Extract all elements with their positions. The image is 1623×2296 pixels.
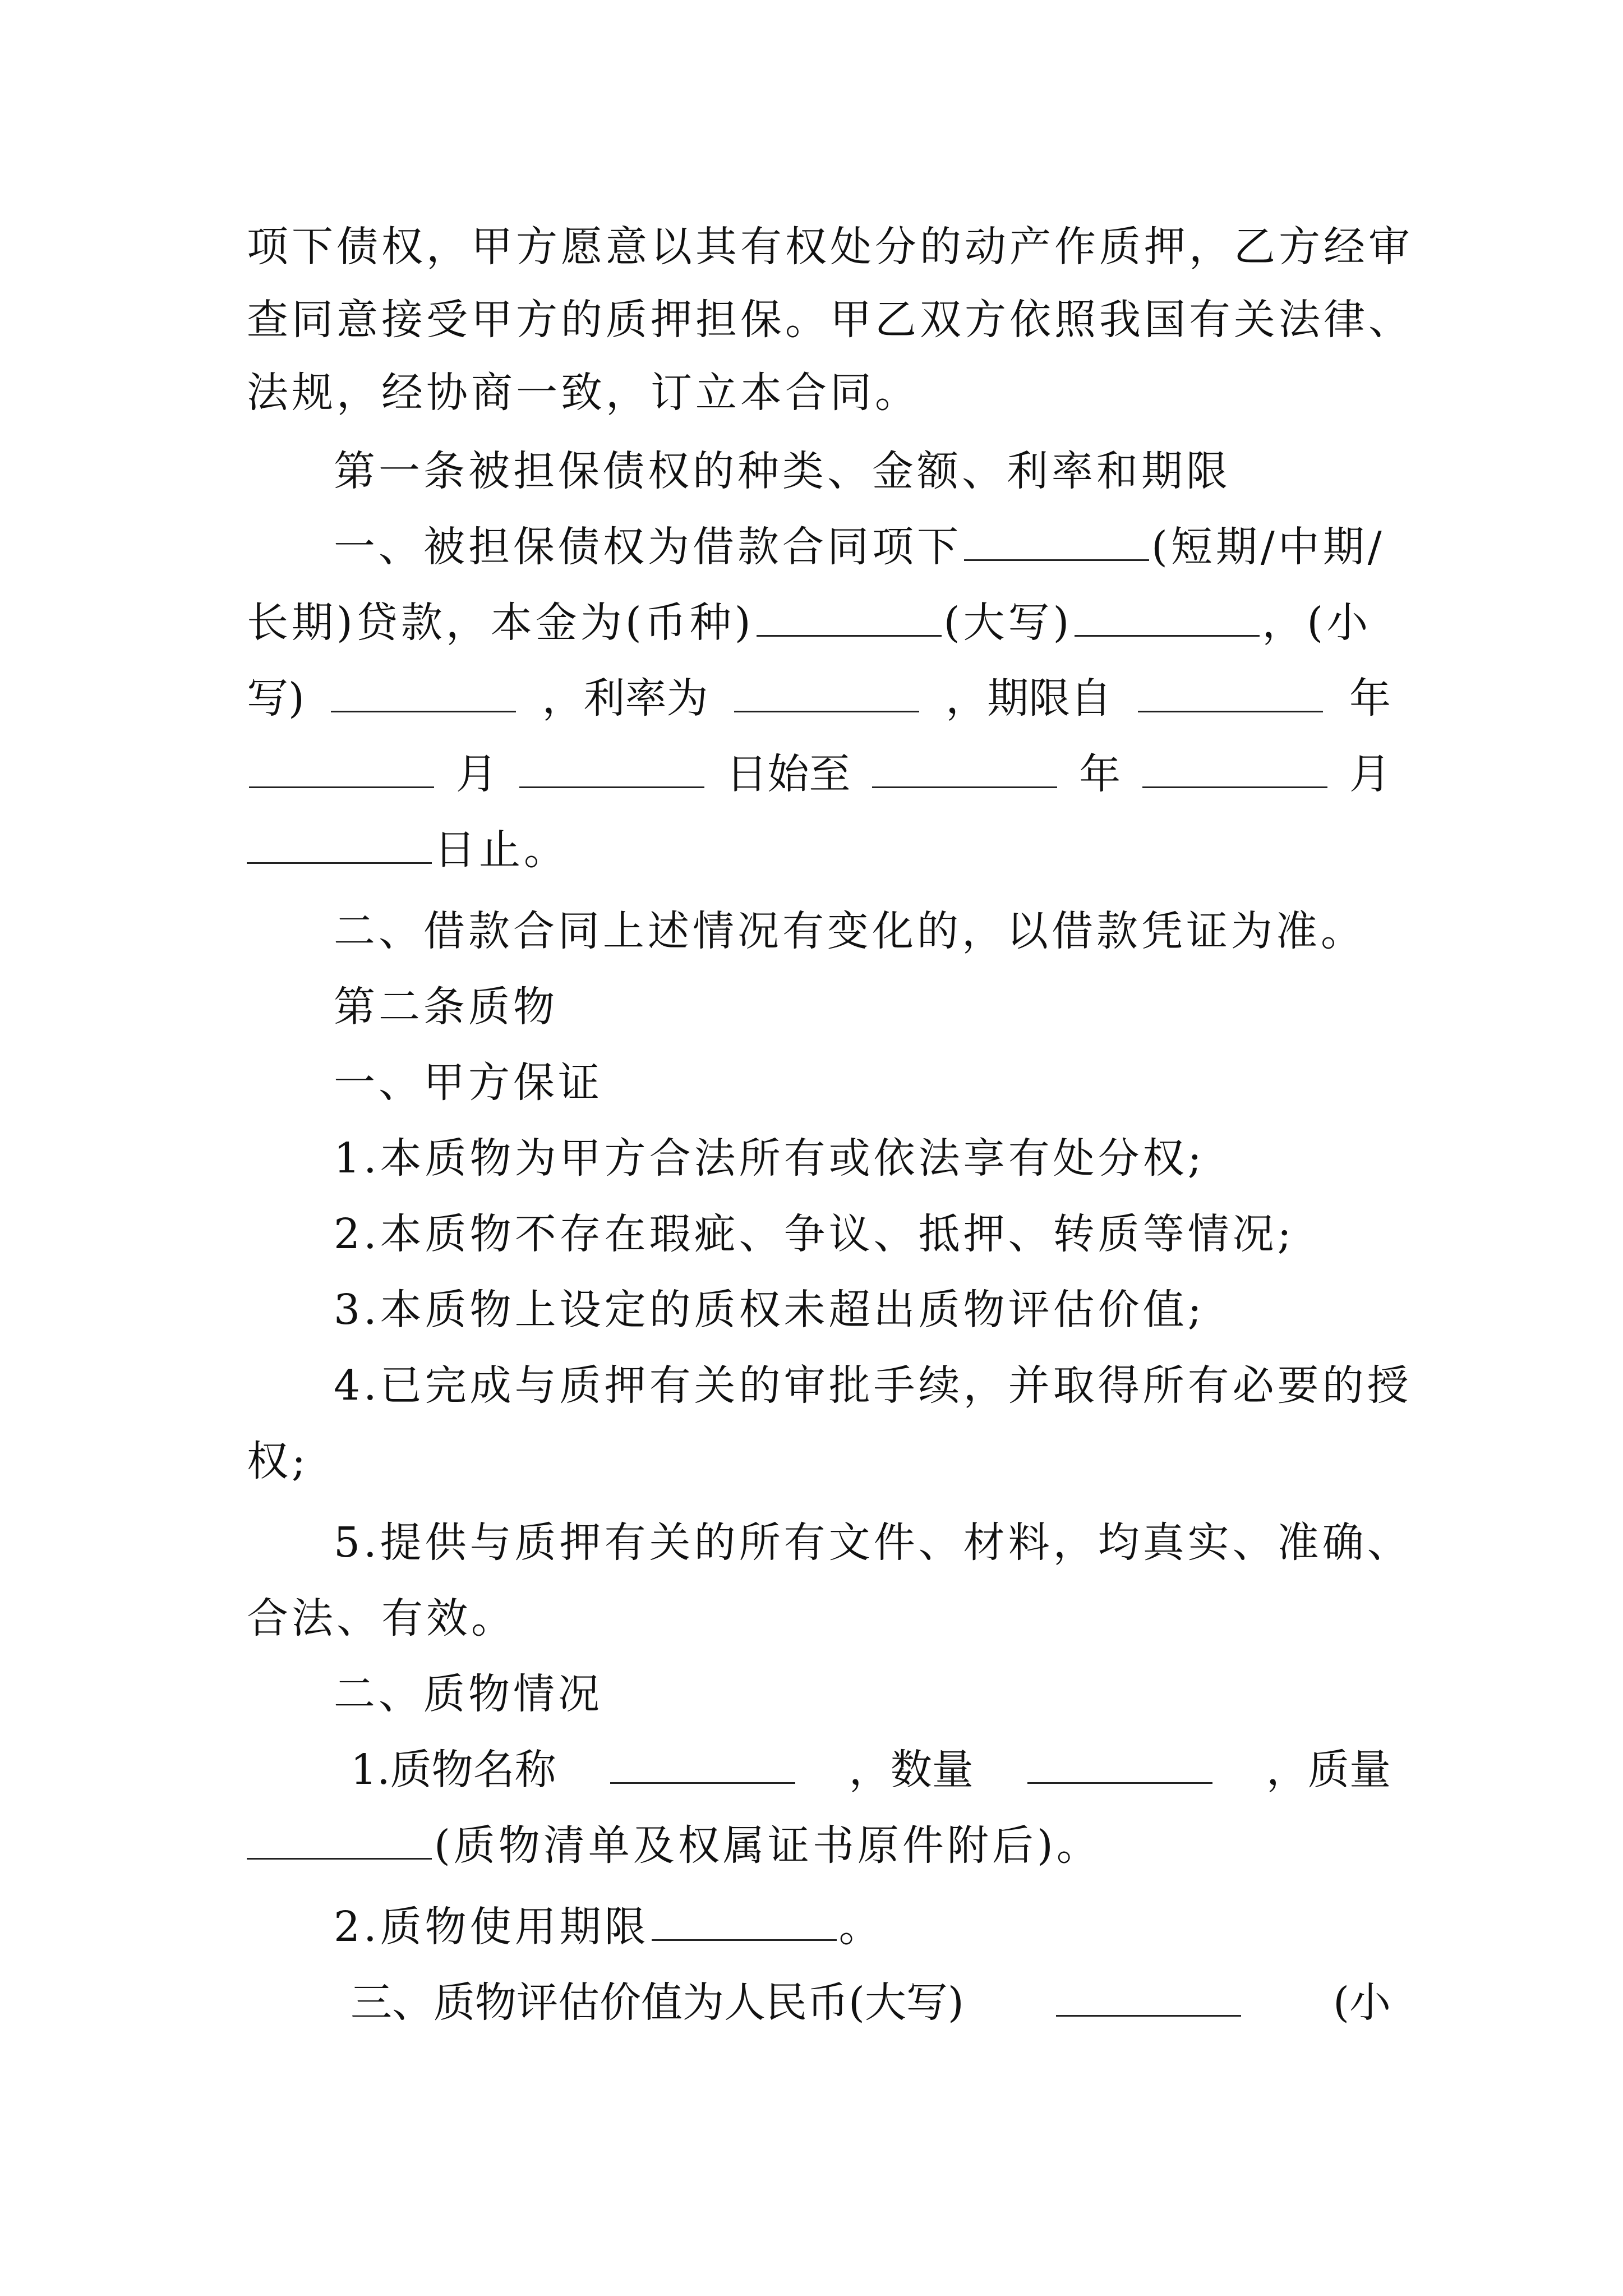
list-item: 5.提供与质押有关的所有文件、材料，均真实、准确、 xyxy=(334,1519,1412,1567)
text-segment: ，质量 xyxy=(1266,1746,1391,1794)
list-item xyxy=(351,1736,1391,1803)
list-item-continuation: 合法、有效。 xyxy=(247,1594,516,1642)
list-item: 3.本质物上设定的质权未超出质物评估价值; xyxy=(334,1286,1205,1334)
text-line xyxy=(247,665,1391,732)
list-item xyxy=(334,1893,1391,1961)
fill-in-blank xyxy=(652,1898,837,1941)
list-item: 1.本质物为甲方合法所有或依法享有处分权; xyxy=(334,1134,1205,1182)
text-segment: 一、被担保债权为借款合同项下 xyxy=(334,523,962,571)
text-segment: 1.质物名称 xyxy=(351,1746,556,1794)
list-item: 4.已完成与质押有关的审批手续，并取得所有必要的授 xyxy=(334,1361,1412,1410)
text-segment: ，数量 xyxy=(849,1746,974,1794)
fill-in-blank xyxy=(872,745,1057,788)
text-line xyxy=(247,816,1391,884)
fill-in-blank xyxy=(1056,1973,1241,2017)
text-segment: 年 xyxy=(1349,674,1391,723)
fill-in-blank xyxy=(1142,745,1327,788)
fill-in-blank xyxy=(247,821,432,864)
fill-in-blank xyxy=(331,669,516,712)
article-heading: 第一条被担保债权的种类、金额、利率和期限 xyxy=(334,447,1231,495)
section-heading: 一、甲方保证 xyxy=(334,1059,603,1107)
text-segment: (短期/中期/ xyxy=(1151,523,1385,571)
text-segment: 年 xyxy=(1079,750,1121,798)
text-segment: ，(小 xyxy=(1262,599,1372,647)
article-heading: 第二条质物 xyxy=(334,983,558,1031)
text-line xyxy=(247,740,1391,808)
text-segment: (小 xyxy=(1333,1978,1391,2027)
fill-in-blank xyxy=(1138,669,1323,712)
list-item: 2.本质物不存在瑕疵、争议、抵押、转质等情况; xyxy=(334,1210,1295,1258)
text-line xyxy=(247,589,1391,656)
list-item-continuation xyxy=(247,1812,1391,1879)
text-line: 项下债权，甲方愿意以其有权处分的动产作质押，乙方经审 xyxy=(247,223,1413,271)
text-segment: (大写) xyxy=(943,599,1073,647)
text-segment: 日始至 xyxy=(726,750,851,798)
text-segment: (质物清单及权属证书原件附后)。 xyxy=(434,1821,1101,1870)
text-segment: 日止。 xyxy=(434,826,569,874)
text-segment: 月 xyxy=(1349,750,1391,798)
fill-in-blank xyxy=(757,593,942,637)
text-segment: 。 xyxy=(838,1903,884,1951)
fill-in-blank xyxy=(247,1816,432,1860)
text-line: 二、借款合同上述情况有变化的，以借款凭证为准。 xyxy=(334,907,1366,955)
text-line xyxy=(334,513,1391,581)
text-segment: 三、质物评估价值为人民币(大写) xyxy=(351,1978,964,2027)
text-segment: 写) xyxy=(247,674,305,723)
fill-in-blank xyxy=(1027,1741,1212,1784)
text-line: 查同意接受甲方的质押担保。甲乙双方依照我国有关法律、 xyxy=(247,296,1413,344)
fill-in-blank xyxy=(249,745,434,788)
text-segment: 2.质物使用期限 xyxy=(334,1903,649,1951)
text-segment: ，利率为 xyxy=(542,674,708,723)
fill-in-blank xyxy=(1075,593,1260,637)
fill-in-blank xyxy=(519,745,704,788)
fill-in-blank xyxy=(610,1741,795,1784)
text-segment: ，期限自 xyxy=(946,674,1112,723)
text-line: 法规，经协商一致，订立本合同。 xyxy=(247,369,920,417)
fill-in-blank xyxy=(964,518,1149,561)
list-item-continuation: 权; xyxy=(247,1437,309,1485)
section-heading: 二、质物情况 xyxy=(334,1670,603,1718)
text-segment: 月 xyxy=(455,750,497,798)
section-heading xyxy=(351,1969,1391,2036)
text-segment: 长期)贷款，本金为(币种) xyxy=(247,599,754,647)
fill-in-blank xyxy=(734,669,919,712)
